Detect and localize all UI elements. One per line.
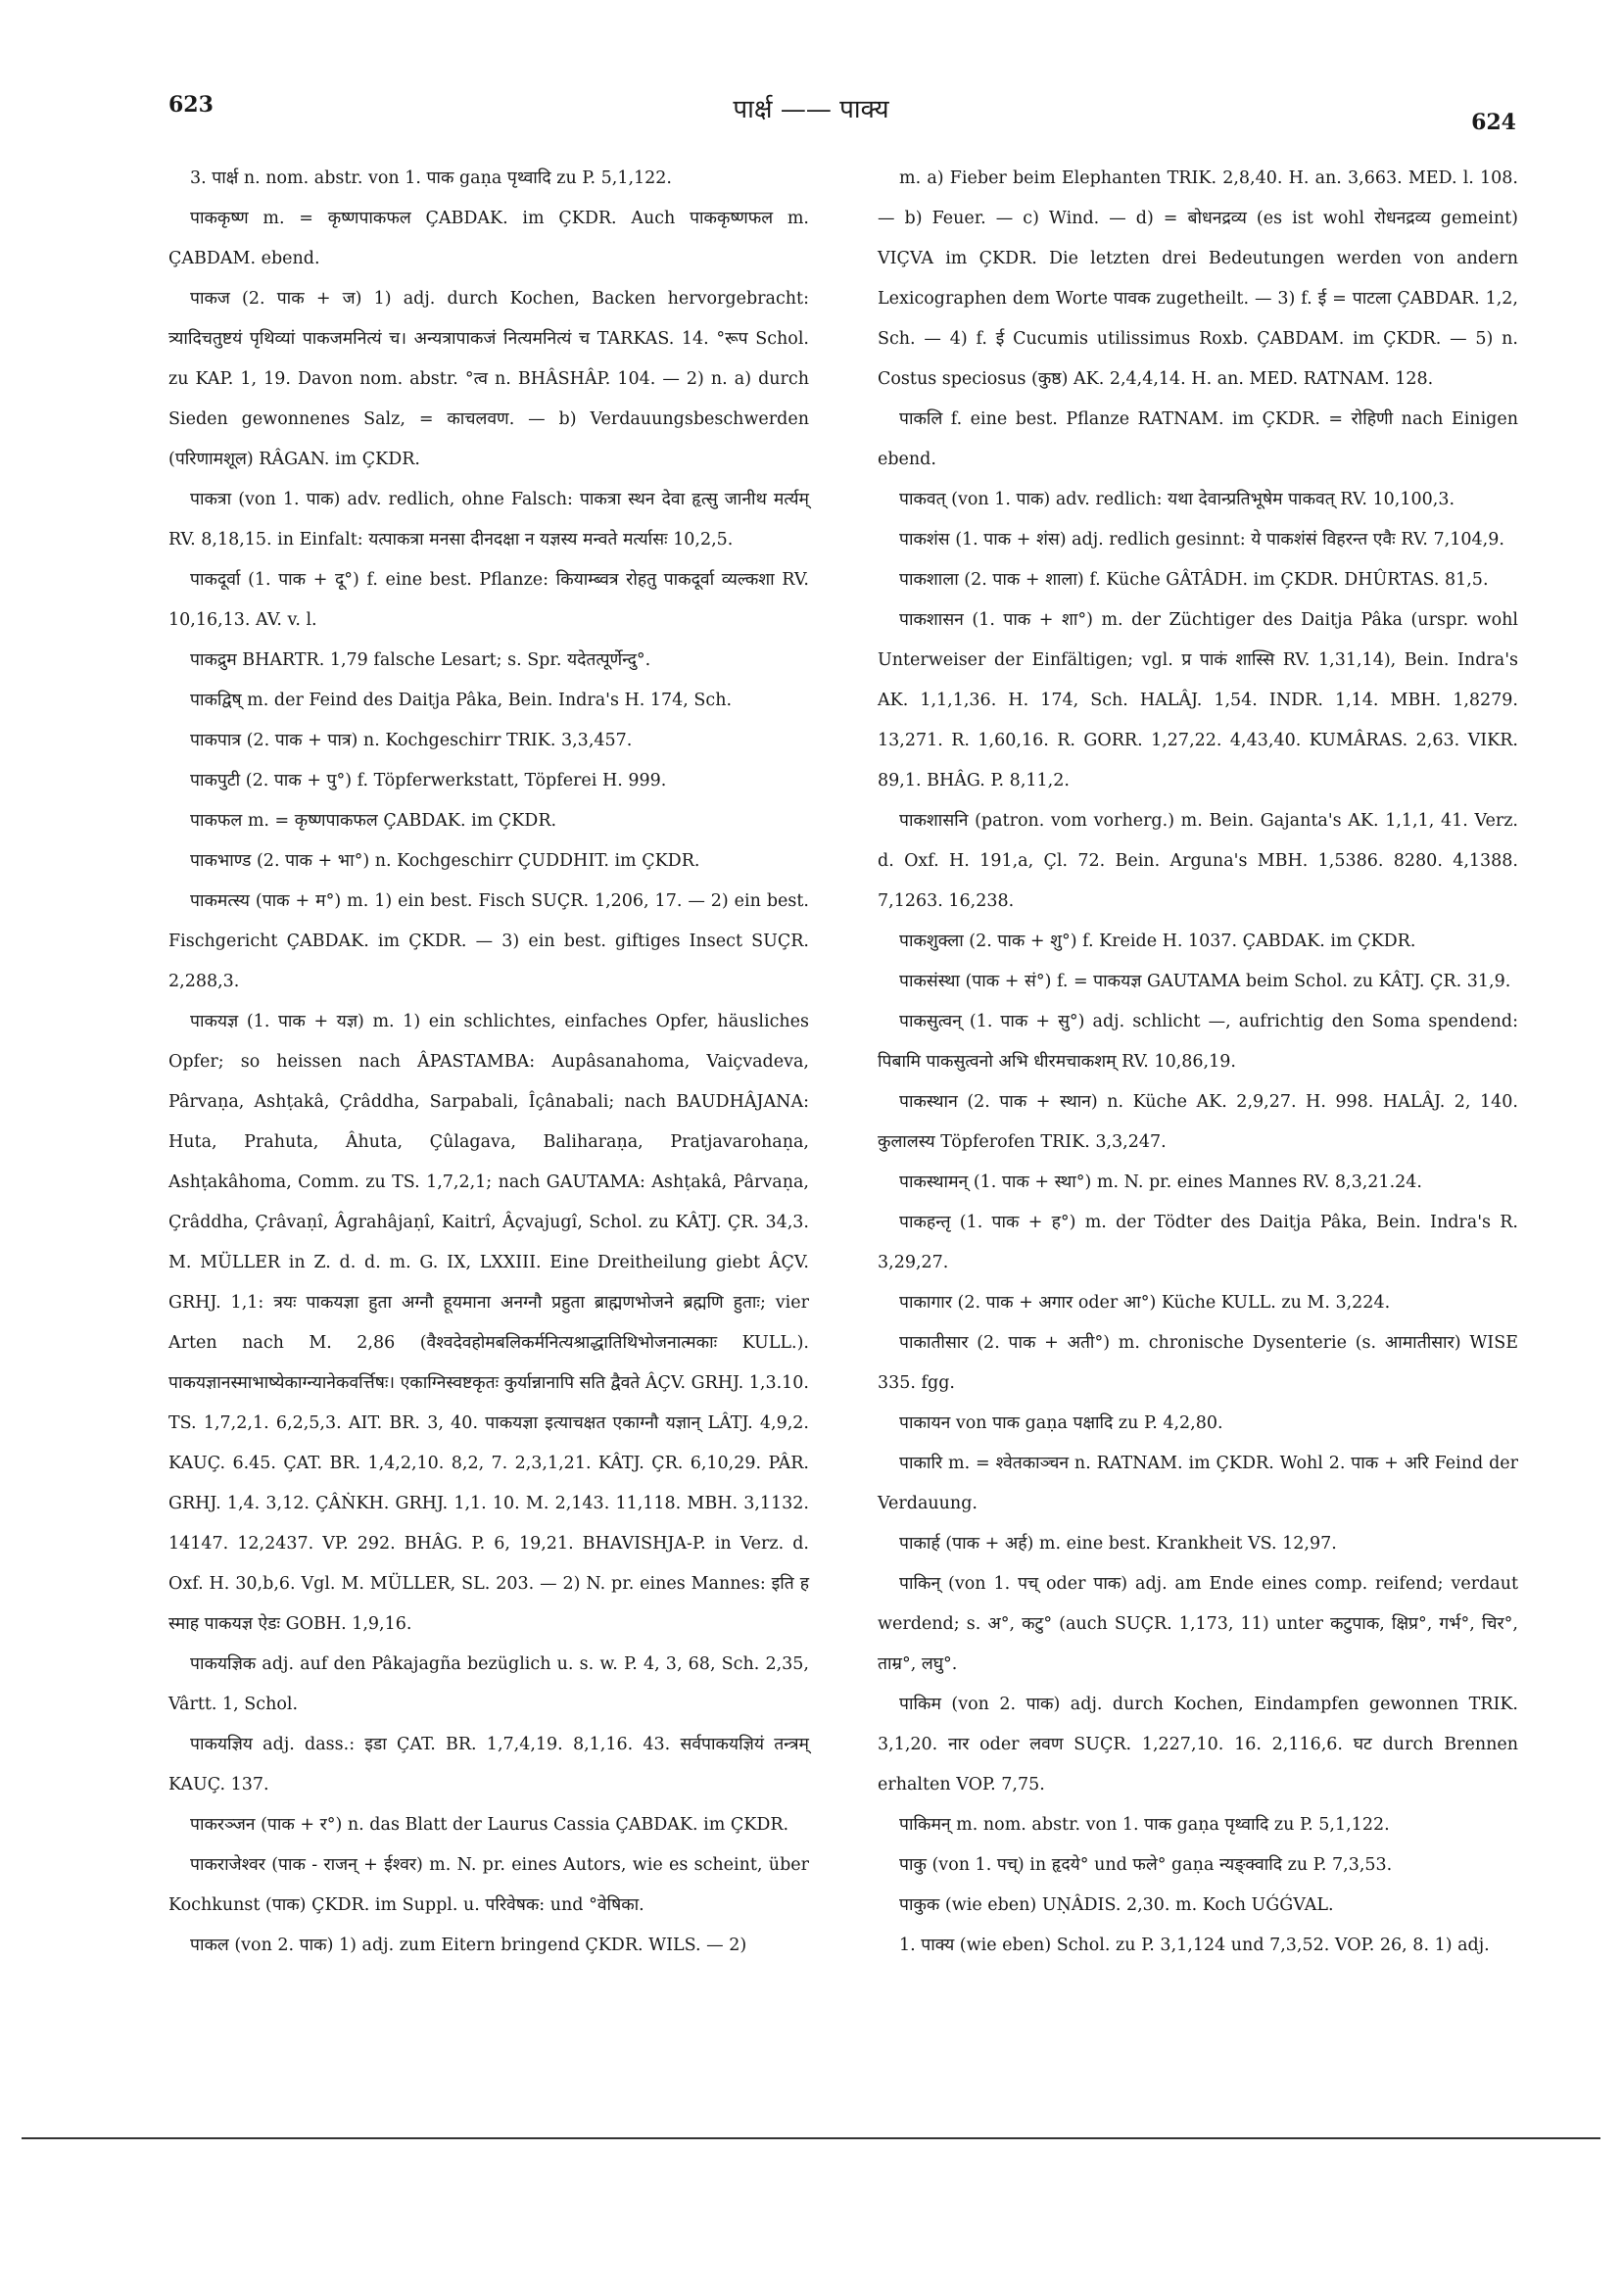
right-column <box>878 159 1518 1966</box>
dictionary-entry: पाकफल m. = कृष्णपाकफल ÇABDAK. im ÇKDR. <box>190 811 557 831</box>
dictionary-entry: पाककृष्ण m. = कृष्णपाकफल ÇABDAK. im ÇKDR. Auch पाककृष्णफल m. ÇABDAM. ebend. <box>168 209 809 268</box>
dictionary-entry: पाकदूर्वा (1. पाक + दू°) f. eine best. Pflanze: कियाम्ब्वत्र रोहतु पाकदूर्वा व्यल्कशा RV. 10,16,13. AV. v. l. <box>168 570 809 630</box>
dictionary-entry: पाकल (von 2. पाक) 1) adj. zum Eitern bringend ÇKDR. WILS. — 2) <box>190 1936 747 1955</box>
dictionary-entry: पाकुक (wie eben) UṆÂDIS. 2,30. m. Koch UǴǴVAL. <box>899 1895 1334 1915</box>
dictionary-entry: m. a) Fieber beim Elephanten TRIK. 2,8,40. H. an. 3,663. MED. l. 108. — b) Feuer. — c) Wind. — d) = बोधनद्रव्य (es ist wohl रोधनद्रव्य gemeint) VIÇVA im ÇKDR. Die letzten drei Bedeutungen werden von andern Lexicographen dem Worte पावक zugetheilt. — 3) f. ई = पाटला ÇABDAR. 1,2, Sch. — 4) f. ई Cucumis utilissimus Roxb. ÇABDAM. im ÇKDR. — 5) n. Costus speciosus (कुष्ठ) AK. 2,4,4,14. H. an. MED. RATNAM. 128. <box>878 168 1518 389</box>
dictionary-entry: पाकस्थान (2. पाक + स्थान) n. Küche AK. 2,9,27. H. 998. HALÂJ. 2, 140. कुलालस्य Töpferofen TRIK. 3,3,247. <box>878 1092 1518 1152</box>
dictionary-entry: 1. पाक्य (wie eben) Schol. zu P. 3,1,124 und 7,3,52. VOP. 26, 8. 1) adj. <box>899 1936 1490 1955</box>
dictionary-entry: पाकयज्ञिक adj. auf den Pâkajagña bezüglich u. s. w. P. 4, 3, 68, Sch. 2,35, Vârtt. 1, Schol. <box>168 1654 809 1714</box>
dictionary-entry: पाकायन von पाक gaṇa पक्षादि zu P. 4,2,80. <box>899 1413 1223 1433</box>
dictionary-entry: पाकवत् (von 1. पाक) adv. redlich: यथा देवान्प्रतिभूषेम पाकवत् RV. 10,100,3. <box>899 490 1455 509</box>
dictionary-entry: 3. पार्क्ष n. nom. abstr. von 1. पाक gaṇa पृथ्वादि zu P. 5,1,122. <box>190 168 672 188</box>
dictionary-entry: पाकसुत्वन् (1. पाक + सु°) adj. schlicht —, aufrichtig den Soma spendend: पिबामि पाकसुत्वनो अभि धीरमचाकशम् RV. 10,86,19. <box>878 1012 1518 1072</box>
dictionary-entry: पाकपुटी (2. पाक + पु°) f. Töpferwerkstatt, Töpferei H. 999. <box>190 771 667 790</box>
dictionary-entry: पाकशुक्ला (2. पाक + शु°) f. Kreide H. 1037. ÇABDAK. im ÇKDR. <box>899 932 1416 951</box>
running-head: पार्क्ष —— पाक्य <box>733 95 889 124</box>
footer-rule <box>22 2137 1600 2139</box>
dictionary-entry: पाकशासन (1. पाक + शा°) m. der Züchtiger des Daitja Pâka (urspr. wohl Unterweiser der Einfältigen; vgl. प्र पाकं शास्सि RV. 1,31,14), Bein. Indra's AK. 1,1,1,36. H. 174, Sch. HALÂJ. 1,54. INDR. 1,14. MBH. 1,8279. 13,271. R. 1,60,16. R. GORR. 1,27,22. 4,43,40. KUMÂRAS. 2,63. VIKR. 89,1. BHÂG. P. 8,11,2. <box>878 610 1518 790</box>
dictionary-entry: पाकराजेश्वर (पाक - राजन् + ईश्वर) m. N. pr. eines Autors, wie es scheint, über Kochkunst (पाक) ÇKDR. im Suppl. u. परिवेषक: und °वेषिका. <box>168 1855 809 1915</box>
dictionary-entry: पाकार्ह (पाक + अर्ह) m. eine best. Krankheit VS. 12,97. <box>899 1534 1337 1554</box>
dictionary-entry: पाकिन् (von 1. पच् oder पाक) adj. am Ende eines comp. reifend; verdaut werdend; s. अ°, कटु° (auch SUÇR. 1,173, 11) unter कटुपाक, क्षिप्र°, गर्भ°, चिर°, ताम्र°, लघु°. <box>878 1574 1518 1674</box>
dictionary-entry: पाकसंस्था (पाक + सं°) f. = पाकयज्ञ GAUTAMA beim Schol. zu KÂTJ. ÇR. 31,9. <box>899 972 1511 991</box>
dictionary-entry: पाकशाला (2. पाक + शाला) f. Küche GÂTÂDH. im ÇKDR. DHÛRTAS. 81,5. <box>899 570 1489 590</box>
dictionary-entry: पाकपात्र (2. पाक + पात्र) n. Kochgeschirr TRIK. 3,3,457. <box>190 731 633 750</box>
dictionary-entry: पाकशंस (1. पाक + शंस) adj. redlich gesinnt: ये पाकशंसं विहरन्त एवैः RV. 7,104,9. <box>899 530 1504 550</box>
dictionary-entry: पाकागार (2. पाक + अगार oder आ°) Küche KULL. zu M. 3,224. <box>899 1293 1391 1313</box>
dictionary-entry: पाकद्रुम BHARTR. 1,79 falsche Lesart; s. Spr. यदेतत्पूर्णेन्दु°. <box>190 650 651 670</box>
dictionary-entry: पाकयज्ञ (1. पाक + यज्ञ) m. 1) ein schlichtes, einfaches Opfer, häusliches Opfer; so heissen nach ÂPASTAMBA: Aupâsanahoma, Vaiçvadeva, Pârvaṇa, Ashṭakâ, Çrâddha, Sarpabali, Îçânabali; nach BAUDHÂJANA: Huta, Prahuta, Âhuta, Çûlagava, Baliharaṇa, Pratjavarohaṇa, Ashṭakâhoma, Comm. zu TS. 1,7,2,1; nach GAUTAMA: Ashṭakâ, Pârvaṇa, Çrâddha, Çrâvaṇî, Âgrahâjaṇî, Kaitrî, Âçvajugî, Schol. zu KÂTJ. ÇR. 34,3. M. MÜLLER in Z. d. d. m. G. IX, LXXIII. Eine Dreitheilung giebt ÂÇV. GRHJ. 1,1: त्रयः पाकयज्ञा हुता अग्नौ हूयमाना अनग्नौ प्रहुता ब्राह्मणभोजने ब्रह्मणि हुताः; vier Arten nach M. 2,86 (वैश्वदेवहोमबलिकर्मनित्यश्राद्धातिथिभोजनात्मकाः KULL.). पाकयज्ञानस्माभाष्येकाग्न्यानेकवर्त्तिषः। एकाग्निस्वष्टकृतः कुर्यान्नानापि सति द्वैवते ÂÇV. GRHJ. 1,3.10. TS. 1,7,2,1. 6,2,5,3. AIT. BR. 3, 40. पाकयज्ञा इत्याचक्षत एकाग्नौ यज्ञान् LÂTJ. 4,9,2. KAUÇ. 6.45. ÇAT. BR. 1,4,2,10. 8,2, 7. 2,3,1,21. KÂTJ. ÇR. 6,10,29. PÂR. GRHJ. 1,4. 3,12. ÇÂṄKH. GRHJ. 1,1. 10. M. 2,143. 11,118. MBH. 3,1132. 14147. 12,2437. VP. 292. BHÂG. P. 6, 19,21. BHAVISHJA-P. in Verz. d. Oxf. H. 30,b,6. Vgl. M. MÜLLER, SL. 203. — 2) N. pr. eines Mannes: इति ह स्माह पाकयज्ञ ऐडः GOBH. 1,9,16. <box>168 1012 809 1634</box>
dictionary-entry: पाकज (2. पाक + ज) 1) adj. durch Kochen, Backen hervorgebracht: त्र्यादिचतुष्टयं पृथिव्यां पाकजमनित्यं च। अन्यत्रापाकजं नित्यमनित्यं च TARKAS. 14. °रूप Schol. zu KAP. 1, 19. Davon nom. abstr. °त्व n. BHÂSHÂP. 104. — 2) n. a) durch Sieden gewonnenes Salz, = काचलवण. — b) Verdauungsbeschwerden (परिणामशूल) RÂGAN. im ÇKDR. <box>168 289 809 469</box>
dictionary-entry: पाकद्विष् m. der Feind des Daitja Pâka, Bein. Indra's H. 174, Sch. <box>190 691 733 710</box>
dictionary-entry: पाकातीसार (2. पाक + अती°) m. chronische Dysenterie (s. आमातीसार) WISE 335. fgg. <box>878 1333 1518 1393</box>
dictionary-entry: पाकमत्स्य (पाक + म°) m. 1) ein best. Fisch SUÇR. 1,206, 17. — 2) ein best. Fischgericht ÇABDAK. im ÇKDR. — 3) ein best. giftiges Insect SUÇR. 2,288,3. <box>168 891 809 991</box>
page-header <box>0 84 1622 135</box>
dictionary-entry: पाकु (von 1. पच्) in हृदये° und फले° gaṇa न्यङ्क्वादि zu P. 7,3,53. <box>899 1855 1393 1875</box>
dictionary-entry: पाकरञ्जन (पाक + र°) n. das Blatt der Laurus Cassia ÇABDAK. im ÇKDR. <box>190 1815 789 1835</box>
dictionary-entry: पाकत्रा (von 1. पाक) adv. redlich, ohne Falsch: पाकत्रा स्थन देवा हृत्सु जानीथ मर्त्यम् RV. 8,18,15. in Einfalt: यत्पाकत्रा मनसा दीनदक्षा न यज्ञस्य मन्वते मर्त्यासः 10,2,5. <box>168 490 809 550</box>
page-number-left: 623 <box>168 92 214 118</box>
page-number-right: 624 <box>1471 110 1516 135</box>
dictionary-entry: पाकस्थामन् (1. पाक + स्था°) m. N. pr. eines Mannes RV. 8,3,21.24. <box>899 1172 1422 1192</box>
dictionary-entry: पाकिम (von 2. पाक) adj. durch Kochen, Eindampfen gewonnen TRIK. 3,1,20. नार oder लवण SUÇR. 1,227,10. 16. 2,116,6. घट durch Brennen erhalten VOP. 7,75. <box>878 1695 1518 1794</box>
dictionary-entry: पाकशासनि (patron. vom vorherg.) m. Bein. Gajanta's AK. 1,1,1, 41. Verz. d. Oxf. H. 191,a, Çl. 72. Bein. Arguna's MBH. 1,5386. 8280. 4,1388. 7,1263. 16,238. <box>878 811 1518 911</box>
dictionary-entry: पाकलि f. eine best. Pflanze RATNAM. im ÇKDR. = रोहिणी nach Einigen ebend. <box>878 409 1518 469</box>
dictionary-entry: पाकभाण्ड (2. पाक + भा°) n. Kochgeschirr ÇUDDHIT. im ÇKDR. <box>190 851 700 871</box>
left-column <box>168 159 809 1966</box>
dictionary-entry: पाकहन्तृ (1. पाक + ह°) m. der Tödter des Daitja Pâka, Bein. Indra's R. 3,29,27. <box>878 1213 1518 1272</box>
dictionary-entry: पाकिमन् m. nom. abstr. von 1. पाक gaṇa पृथ्वादि zu P. 5,1,122. <box>899 1815 1390 1835</box>
dictionary-entry: पाकयज्ञिय adj. dass.: इडा ÇAT. BR. 1,7,4,19. 8,1,16. 43. सर्वपाकयज्ञियं तन्त्रम् KAUÇ. 137. <box>168 1735 809 1794</box>
dictionary-entry: पाकारि m. = श्वेतकाञ्चन n. RATNAM. im ÇKDR. Wohl 2. पाक + अरि Feind der Verdauung. <box>878 1454 1518 1513</box>
